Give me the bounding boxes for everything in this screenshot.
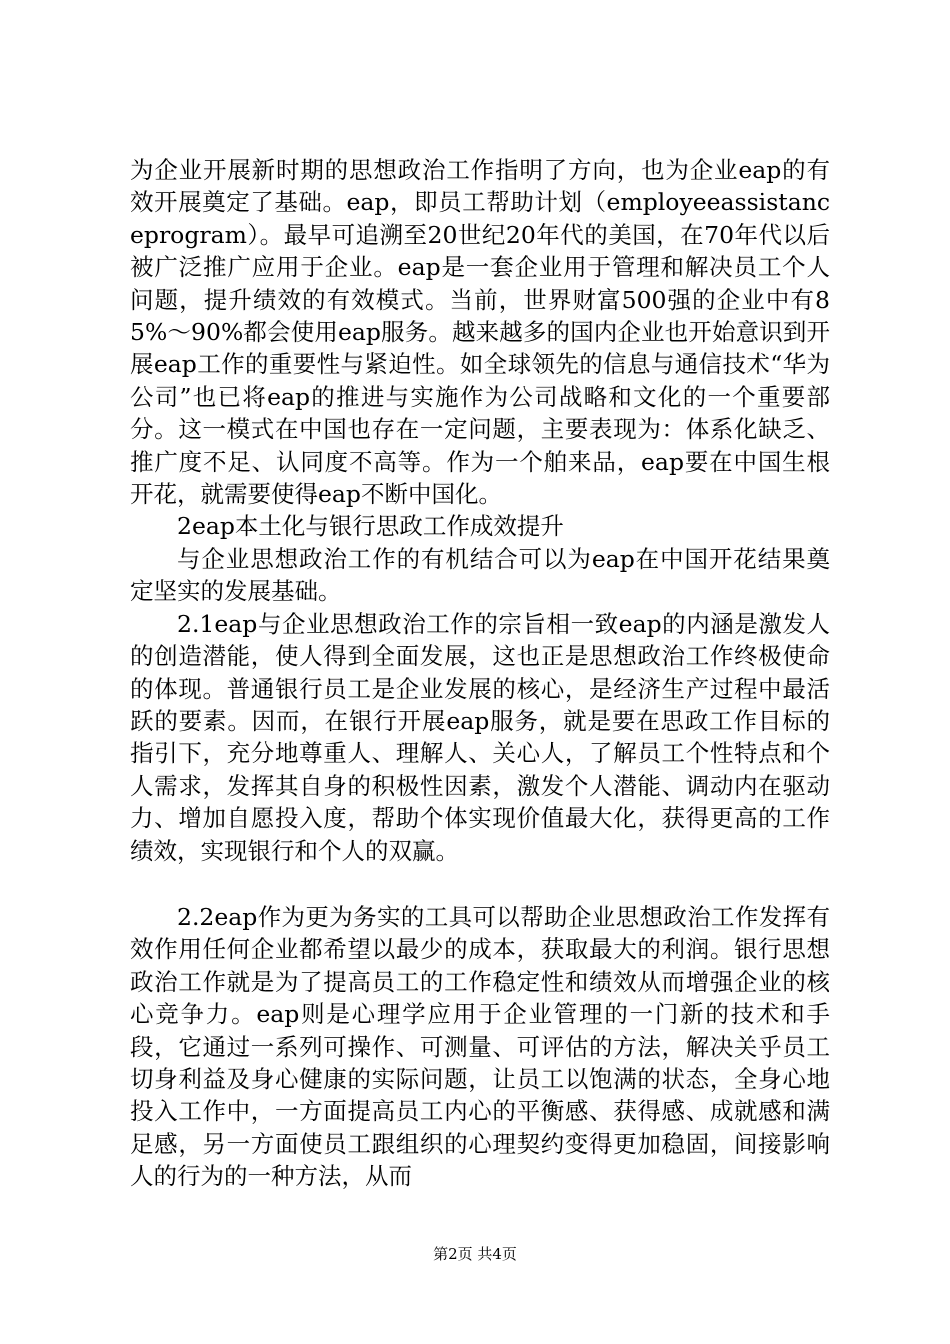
page-number-footer: 第2页 共4页 (433, 1245, 517, 1263)
subsection-paragraph: 2.1eap与企业思想政治工作的宗旨相一致eap的内涵是激发人的创造潜能，使人得到全面发展，这也正是思想政治工作终极使命的体现。普通银行员工是企业发展的核心，是经济生产过程中最活跃的要素。因而，在银行开展eap服务，就是要在思政工作目标的指引下，充分地尊重人、理解人、关心人，了解员工个性特点和个人需求，发挥其自身的积极性因素，激发个人潜能、调动内在驱动力、增加自愿投入度，帮助个体实现价值最大化，获得更高的工作绩效，实现银行和个人的双赢。 (130, 609, 830, 865)
paragraph-spacer (130, 867, 830, 901)
subsection-paragraph: 2.2eap作为更为务实的工具可以帮助企业思想政治工作发挥有效作用任何企业都希望以最少的成本，获取最大的利润。银行思想政治工作就是为了提高员工的工作稳定性和绩效从而增强企业的核心竞争力。eap则是心理学应用于企业管理的一门新的技术和手段，它通过一系列可操作、可测量、可评估的方法，解决关乎员工切身利益及身心健康的实际问题，让员工以饱满的状态，全身心地投入工作中，一方面提高员工内心的平衡感、获得感、成就感和满足感，另一方面使员工跟组织的心理契约变得更加稳固，间接影响人的行为的一种方法，从而 (130, 902, 830, 1191)
body-paragraph: 与企业思想政治工作的有机结合可以为eap在中国开花结果奠定坚实的发展基础。 (130, 544, 830, 606)
section-heading: 2eap本土化与银行思政工作成效提升 (177, 512, 564, 541)
document-body (130, 154, 830, 1193)
body-paragraph: 为企业开展新时期的思想政治工作指明了方向，也为企业eap的有效开展奠定了基础。eap，即员工帮助计划（employeeassistanceprogram）。最早可追溯至20世纪20年代的美国，在70年代以后被广泛推广应用于企业。eap是一套企业用于管理和解决员工个人问题，提升绩效的有效模式。当前，世界财富500强的企业中有85%～90%都会使用eap服务。越来越多的国内企业也开始意识到开展eap工作的重要性与紧迫性。如全球领先的信息与通信技术“华为公司”也已将eap的推进与实施作为公司战略和文化的一个重要部分。这一模式在中国也存在一定问题，主要表现为：体系化缺乏、推广度不足、认同度不高等。作为一个舶来品，eap要在中国生根开花，就需要使得eap不断中国化。 (130, 156, 830, 509)
